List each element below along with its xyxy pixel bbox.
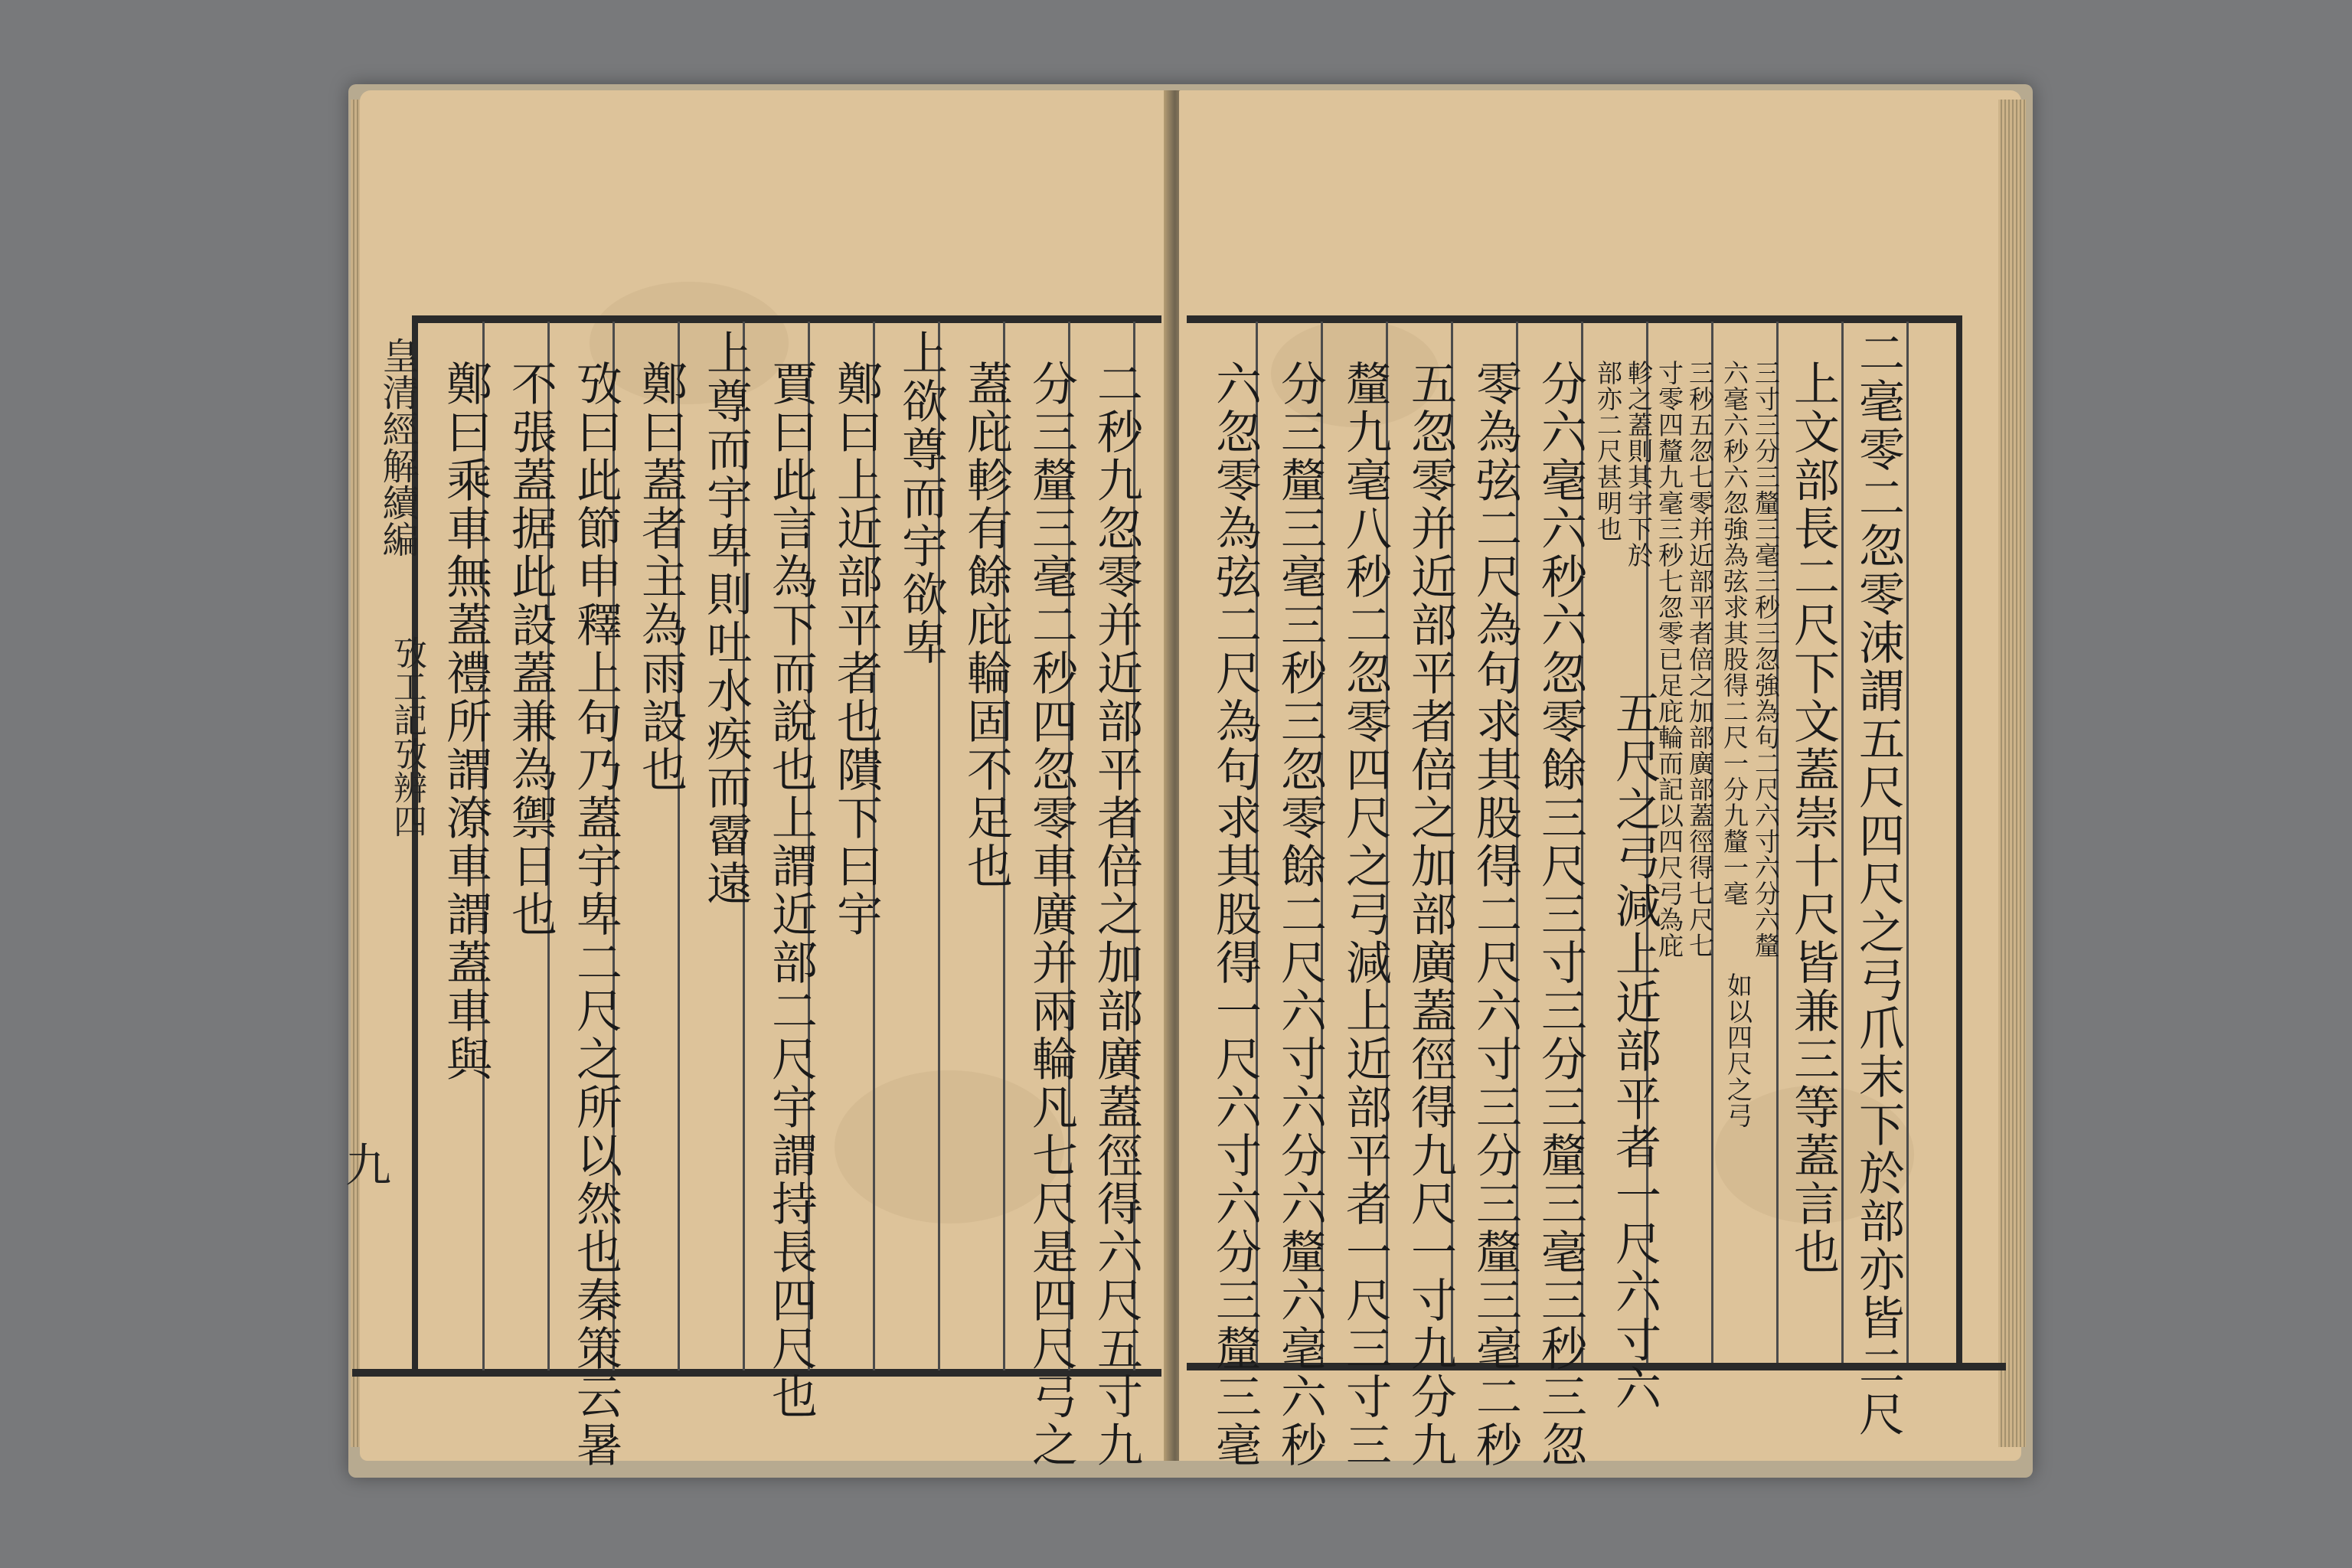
banxin-section: 攷工記攷辨四 bbox=[387, 635, 426, 838]
text-column: 上文部長二尺下文蓋崇十尺皆兼三等蓋言也 bbox=[1786, 360, 1840, 1276]
text-column: 不張蓋据此設蓋兼為禦日也 bbox=[504, 360, 557, 939]
text-column: 五尺之弓減上近部平者一尺六寸六 bbox=[1608, 689, 1661, 1413]
text-column: 賈曰此言為下而說也上謂近部二尺宇謂持長四尺也 bbox=[764, 360, 818, 1421]
annotation-column: 部亦二尺甚明也 bbox=[1593, 360, 1623, 542]
text-column: 六忽零為弦二尺為句求其股得一尺六寸六分三釐三毫 bbox=[1208, 360, 1262, 1469]
annotation-column: 六毫六秒六忽強為弦求其股得二尺一分九釐一毫 bbox=[1720, 360, 1749, 906]
annotation-column: 寸零四釐九毫三秒七忽零已足庇輪而記以四尺弓為庇 bbox=[1655, 360, 1684, 959]
right-banxin-border bbox=[1956, 315, 1962, 1370]
annotation-column: 如以四尺之弓 bbox=[1723, 972, 1753, 1129]
text-column: 零為弦二尺為句求其股得二尺六寸三分三釐三毫二秒 bbox=[1468, 360, 1522, 1469]
text-column: 五忽零并近部平者倍之加部廣蓋徑得九尺一寸九分九 bbox=[1403, 360, 1457, 1469]
annotation-column: 三秒五忽七零并近部平者倍之加部廣部蓋徑得七尺七 bbox=[1685, 360, 1715, 959]
text-column: 釐九毫八秒二忽零四尺之弓減上近部平者一尺三寸三 bbox=[1338, 360, 1392, 1469]
text-column: 蓋庇軫有餘庇輪固不足也 bbox=[959, 360, 1013, 890]
right-page-stack-edge bbox=[1998, 100, 2026, 1447]
text-column: 分六毫六秒六忽零餘三尺三寸三分三釐三毫三秒三忽 bbox=[1534, 360, 1587, 1469]
text-column: 分三釐三毫三秒三忽零餘二尺六寸六分六釐六毫六秒 bbox=[1273, 360, 1327, 1469]
annotation-column: 軫之蓋則其宇下於 bbox=[1624, 360, 1654, 568]
text-column: 鄭曰乘車無蓋禮所謂潦車謂蓋車與 bbox=[439, 360, 492, 1083]
page-number: 九 bbox=[338, 1141, 391, 1187]
text-column: 鄭曰上近部平者也隤下曰宇 bbox=[829, 360, 883, 939]
text-column: 攷曰此節申釋上句乃蓋宇卑二尺之所以然也秦策云暑 bbox=[569, 360, 622, 1469]
annotation-column: 三寸三分三釐三毫三秒三忽強為句二尺六寸六分六釐 bbox=[1751, 360, 1781, 959]
text-column: 二秒九忽零并近部平者倍之加部廣蓋徑得六尺五寸九 bbox=[1089, 360, 1143, 1469]
left-top-border bbox=[417, 315, 1161, 323]
text-column: 分三釐三毫二秒四忽零車廣并兩輪凡七尺是四尺弓之 bbox=[1024, 360, 1078, 1469]
text-column: 二毫零二忽零涑謂五尺四尺之弓爪末下於部亦皆二尺 bbox=[1851, 329, 1905, 1439]
banxin-title: 皇清經解續編 bbox=[376, 337, 419, 557]
text-column: 上欲尊而宇欲卑 bbox=[894, 329, 948, 667]
text-column: 上尊而宇卑則吐水疾而霤遠 bbox=[699, 329, 753, 908]
right-top-border bbox=[1187, 315, 1962, 323]
text-column: 鄭曰蓋者主為雨設也 bbox=[634, 360, 688, 794]
